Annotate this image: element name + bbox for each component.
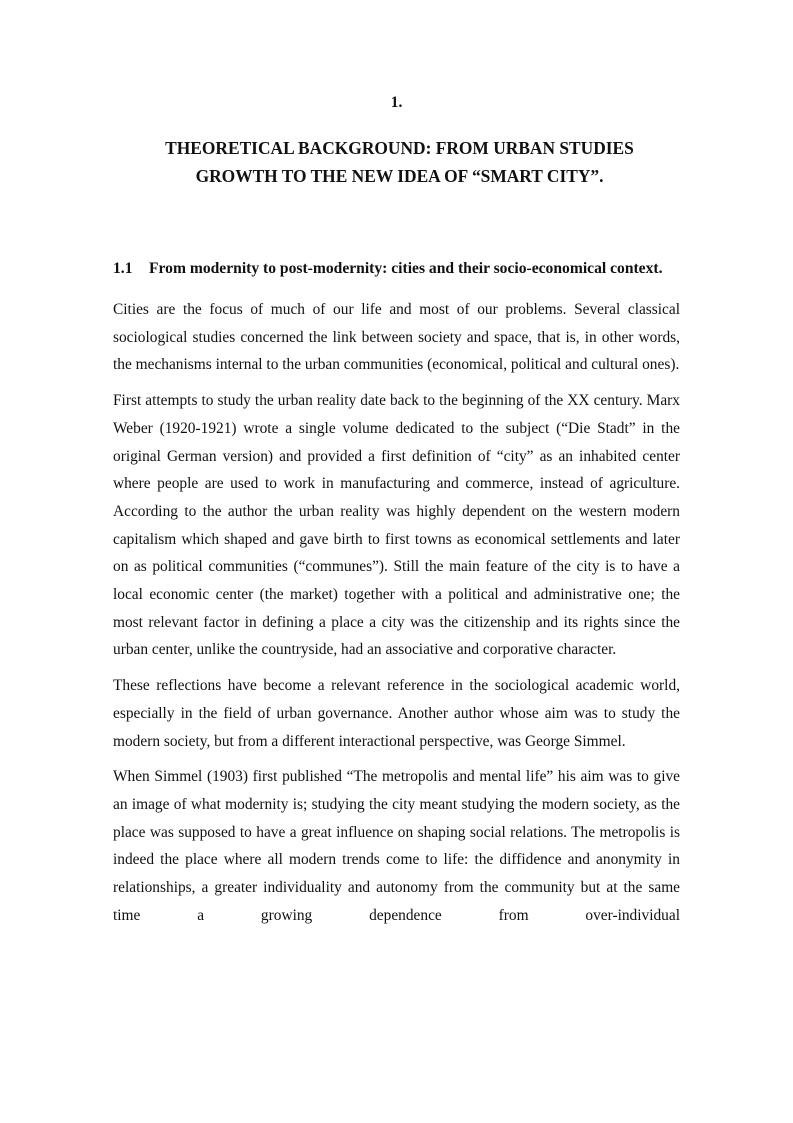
section-heading [113,259,693,279]
section-title: From modernity to post-modernity: cities and their socio-economical context. [149,260,663,277]
paragraph-4: When Simmel (1903) first published “The metropolis and mental life” his aim was to give an image of what modernity is; studying the city meant studying the modern society, as the place was supposed to have a great influence on shaping social relations. The metropolis is indeed the place where all modern trends come to life: the diffidence and anonymity in relationships, a greater individuality and autonomy from the community but at the same time a growing dependence from over-individual [113,768,680,924]
chapter-title-line-2: GROWTH TO THE NEW IDEA OF “SMART CITY”. [195,166,604,186]
paragraph-2: First attempts to study the urban reality date back to the beginning of the XX century. Marx Weber (1920-1921) wrote a single volume dedicated to the subject (“Die Stadt” in the original German version) and provided a first definition of “city” as an inhabited center where people are used to work in manufacturing and commerce, instead of agriculture. According to the author the urban reality was highly dependent on the western modern capitalism which shaped and gave birth to first towns as economical settlements and later on as political communities (“communes”). Still the main feature of the city is to have a local economic center (the market) together with a political and administrative one; the most relevant factor in defining a place a city was the citizenship and its rights since the urban center, unlike the countryside, had an associative and corporative character. [113,392,680,659]
chapter-number: 1. [390,94,403,111]
body-text [113,296,680,937]
chapter-title-line-1: THEORETICAL BACKGROUND: FROM URBAN STUDIES [165,138,634,158]
paragraph-3: These reflections have become a relevant reference in the sociological academic world, especially in the field of urban governance. Another author whose aim was to study the modern society, but from a different interactional perspective, was George Simmel. [113,677,680,750]
paragraph-1: Cities are the focus of much of our life and most of our problems. Several classical sociological studies concerned the link between society and space, that is, in other words, the mechanisms internal to the urban communities (economical, political and cultural ones). [113,301,680,374]
section-number: 1.1 [113,260,133,277]
chapter-title [113,134,686,190]
